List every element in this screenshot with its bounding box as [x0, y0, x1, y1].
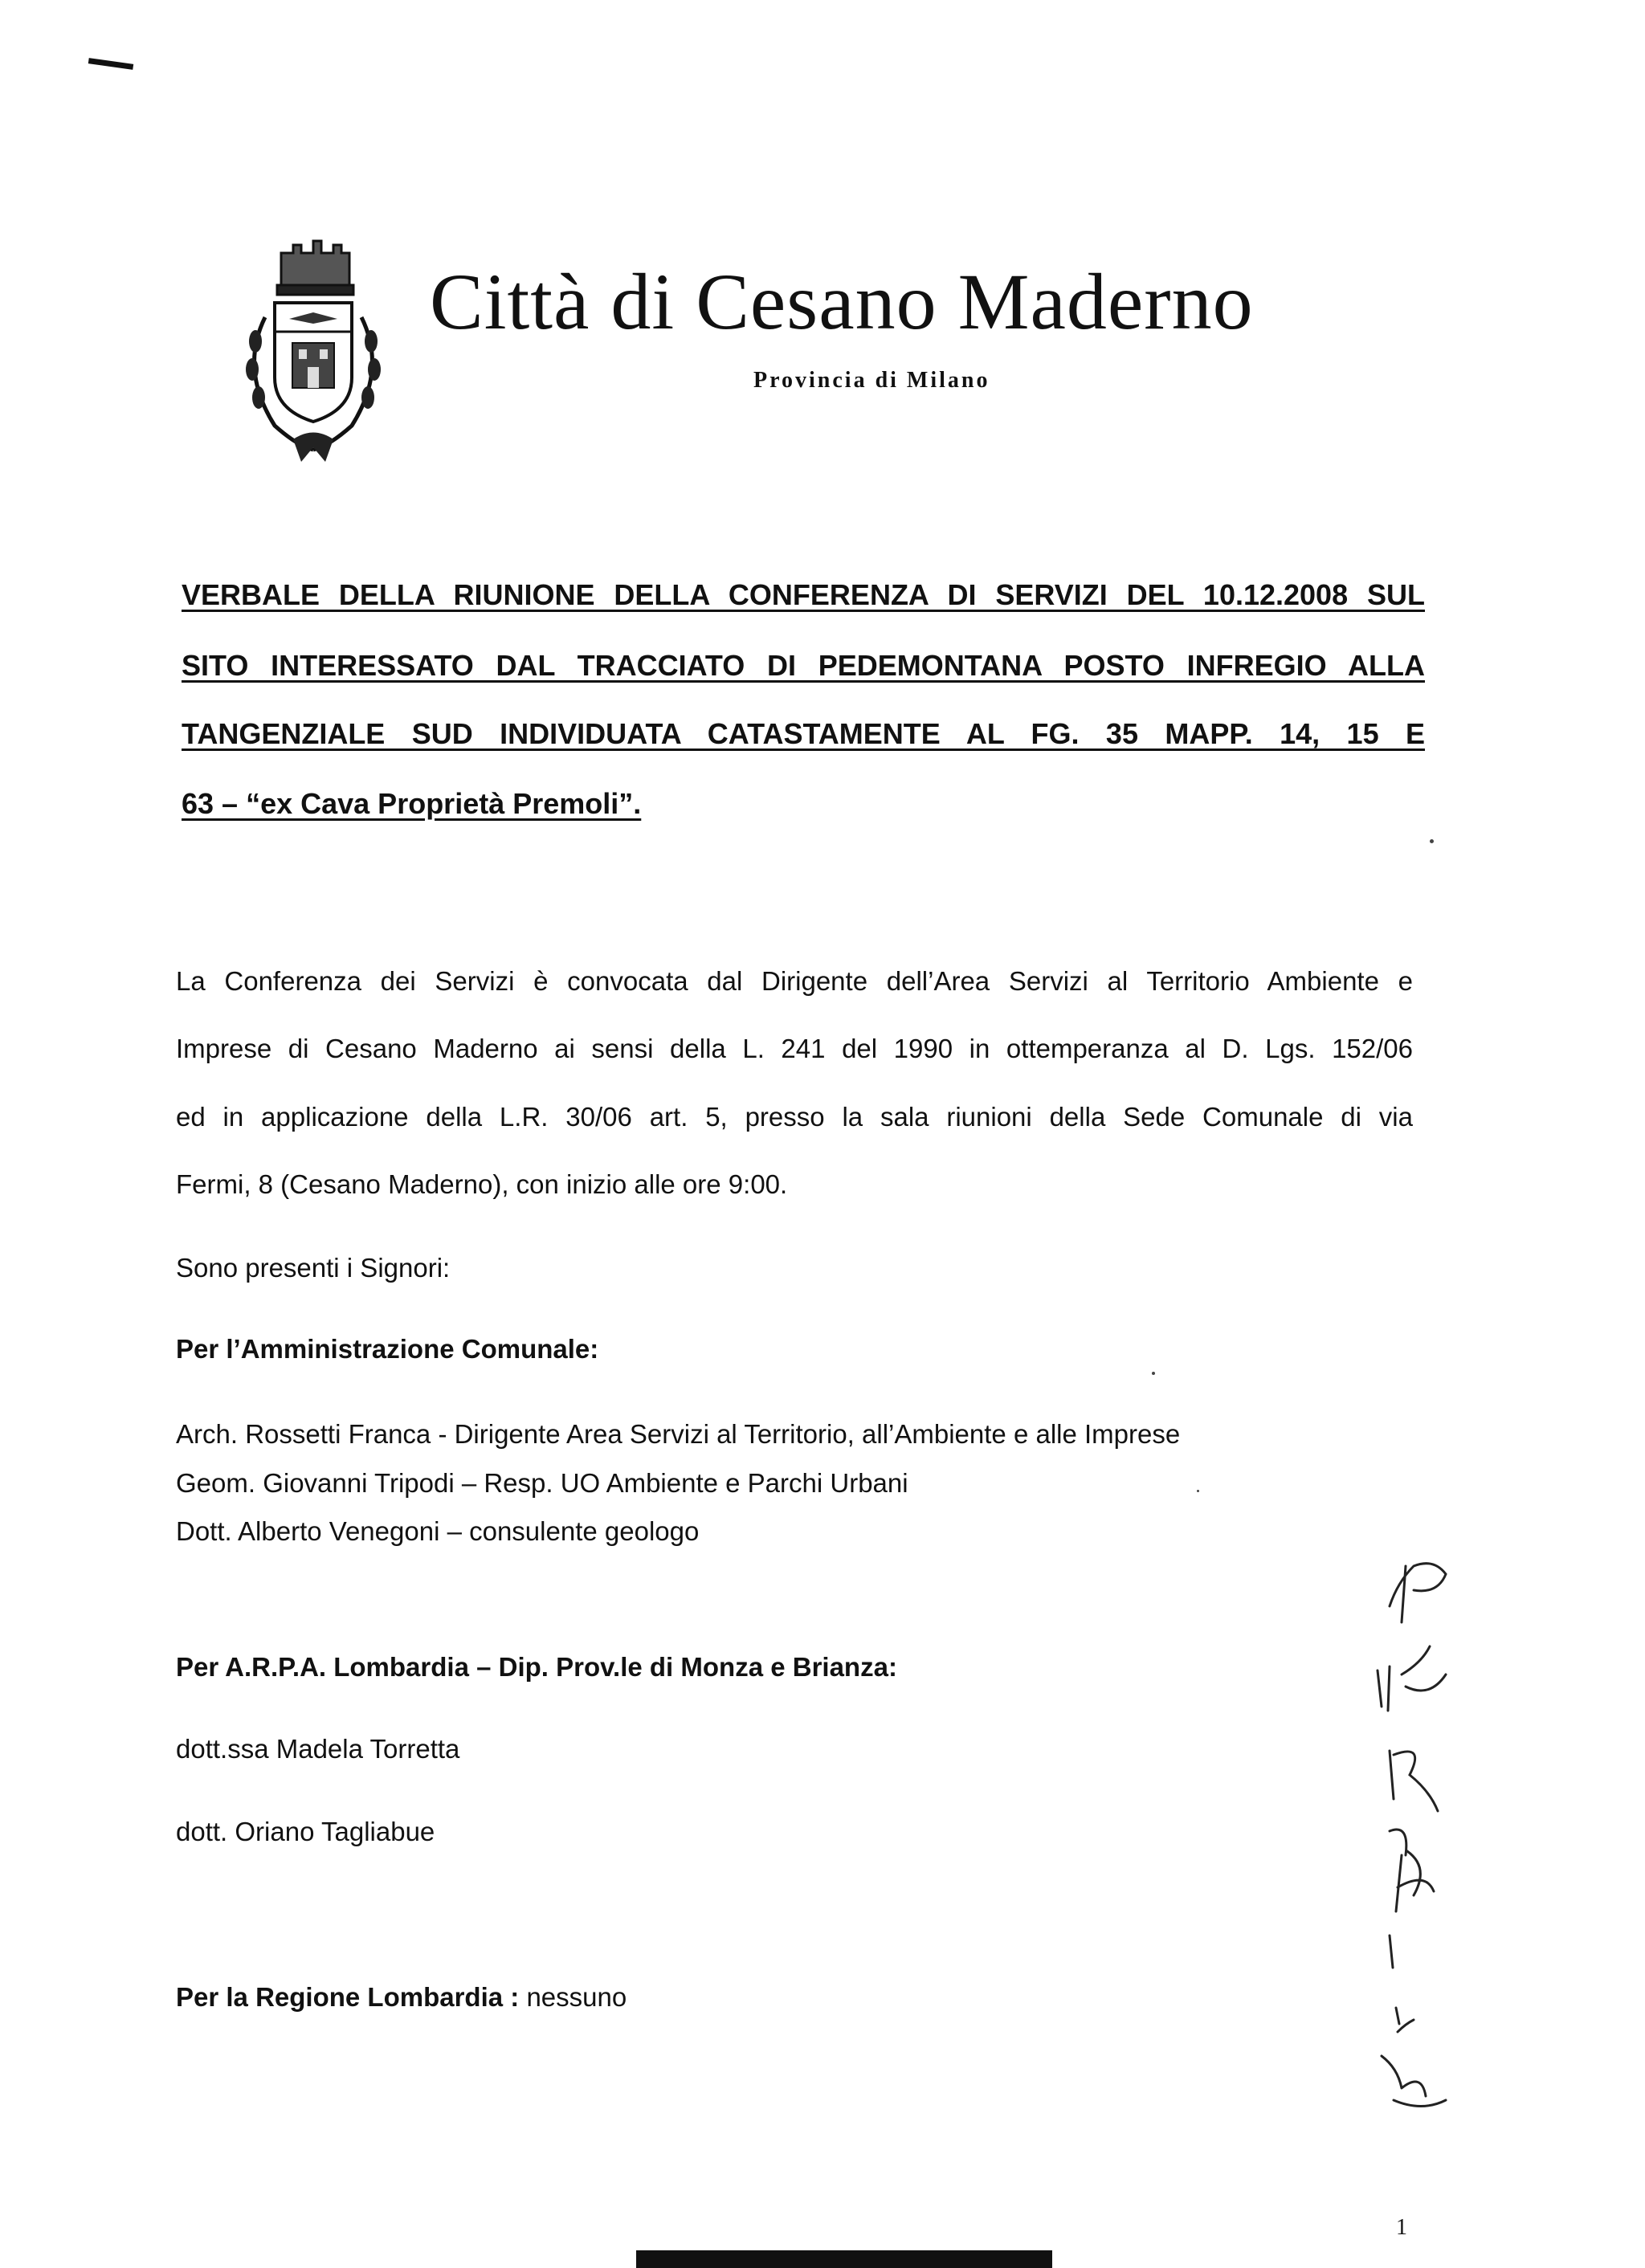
province-subtitle: Provincia di Milano: [753, 368, 990, 393]
intro-line-4: Fermi, 8 (Cesano Maderno), con inizio alle ore 9:00.: [176, 1169, 788, 1199]
amministrazione-member: Arch. Rossetti Franca - Dirigente Area Servizi al Territorio, all’Ambiente e alle Imprese: [176, 1419, 1181, 1449]
amministrazione-member: Geom. Giovanni Tripodi – Resp. UO Ambiente e Parchi Urbani: [176, 1468, 908, 1498]
handwritten-initials: [1357, 1534, 1470, 2144]
arpa-member: dott.ssa Madela Torretta: [176, 1734, 460, 1764]
scan-speck: [1430, 839, 1434, 843]
present-label: Sono presenti i Signori:: [176, 1253, 451, 1283]
arpa-label: Per A.R.P.A. Lombardia – Dip. Prov.le di Monza e Brianza:: [176, 1652, 897, 1682]
arpa-member: dott. Oriano Tagliabue: [176, 1817, 435, 1846]
regione-value: nessuno: [526, 1982, 627, 2012]
heading-line-3: TANGENZIALE SUD INDIVIDUATA CATASTAMENTE AL FG. 35 MAPP. 14, 15 E: [182, 717, 1425, 750]
intro-line-3: ed in applicazione della L.R. 30/06 art. 5, presso la sala riunioni della Sede Comunale di via: [176, 1102, 1413, 1132]
page-number: 1: [1396, 2215, 1407, 2240]
scan-mark: [88, 58, 133, 70]
heading-line-1: VERBALE DELLA RIUNIONE DELLA CONFERENZA DI SERVIZI DEL 10.12.2008 SUL: [182, 578, 1425, 611]
intro-line-2: Imprese di Cesano Maderno ai sensi della L. 241 del 1990 in ottemperanza al D. Lgs. 152/06: [176, 1034, 1413, 1063]
amministrazione-label: Per l’Amministrazione Comunale:: [176, 1334, 599, 1364]
heading-line-2: SITO INTERESSATO DAL TRACCIATO DI PEDEMONTANA POSTO INFREGIO ALLA: [182, 649, 1425, 682]
city-title: Città di Cesano Maderno: [430, 257, 1254, 346]
scan-speck: [1197, 1490, 1199, 1492]
scan-speck: [1152, 1372, 1155, 1375]
regione-row: [176, 1982, 627, 2013]
amministrazione-member: Dott. Alberto Venegoni – consulente geologo: [176, 1516, 700, 1546]
regione-label: Per la Regione Lombardia :: [176, 1982, 520, 2012]
intro-line-1: La Conferenza dei Servizi è convocata dal Dirigente dell’Area Servizi al Territorio Ambiente e: [176, 966, 1413, 996]
scan-edge-bar: [636, 2250, 1052, 2268]
heading-line-4: 63 – “ex Cava Proprietà Premoli”.: [182, 787, 642, 820]
coat-of-arms-emblem: [225, 229, 402, 462]
